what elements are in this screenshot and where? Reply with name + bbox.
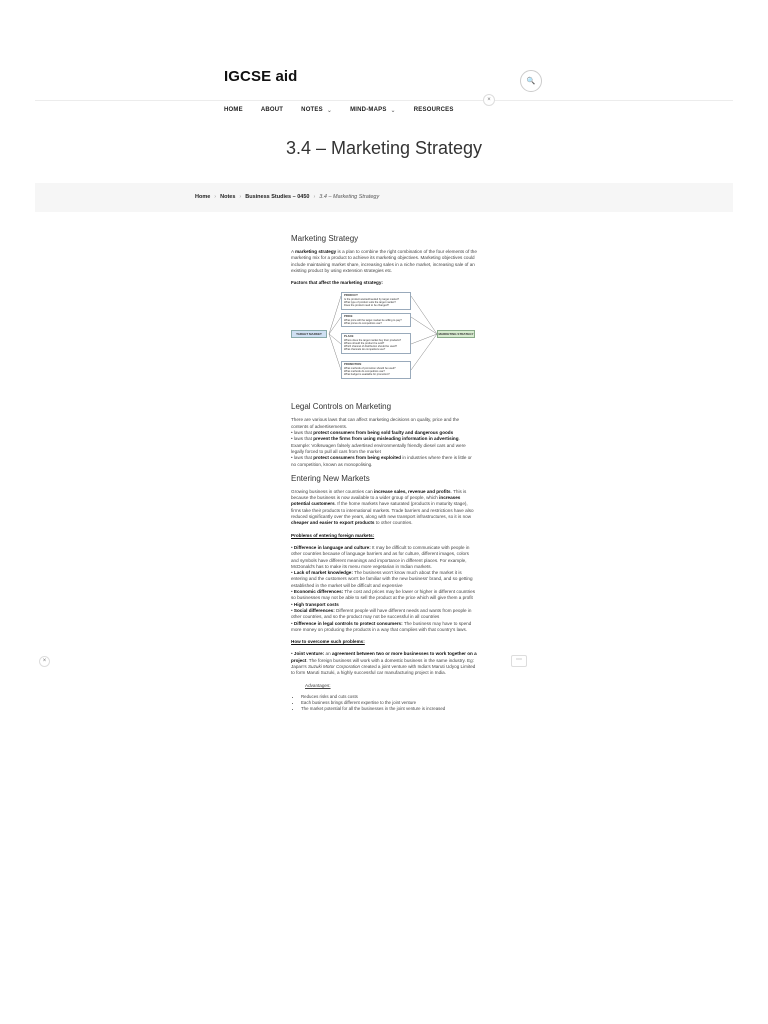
breadcrumb-separator: ›: [214, 194, 217, 200]
paragraph: There are various laws that can affect marketing decisions on quality, price and the contents of advertisements.: [291, 417, 460, 429]
paragraph: • Joint venture: an agreement between two or more businesses to work together on a project. The foreign business will work with a domestic business in the same industry. Eg: Japan's Suzuki Motor Corporation created a joint venture with India's Maruti Udyog Limited to form Maruti Suzuki, a highly successful car manufacturing project in India.: [291, 651, 477, 676]
diagram-marketing-strategy: MARKETING STRATEGY: [438, 332, 474, 337]
header-divider: [35, 100, 733, 101]
list-item: • Social differences: Different people will have different needs and wants from people in other countries, and so the product may not be successful in all countries: [291, 607, 472, 620]
list-item: • Economic differences: The cost and prices may be lower or higher in different countries so businesses may not be able to sell the product at the price which will give them a profit: [291, 589, 476, 601]
close-icon[interactable]: ×: [39, 656, 50, 667]
more-options-icon[interactable]: ⋯: [511, 655, 527, 667]
list-item: • The market potential for all the businesses in the joint venture is increased: [301, 706, 477, 712]
nav-about-label: ABOUT: [260, 107, 284, 113]
site-title[interactable]: IGCSE aid: [224, 68, 298, 85]
list-item: • Lack of market knowledge: The business won't know much about the market it is entering and the customers won't be familiar with the new business' brand, and so getting established in the market will be difficult and expensive: [291, 570, 473, 588]
section-heading-entering-new-markets: Entering New Markets: [291, 473, 370, 483]
list-item: • laws that protect consumers from being sold faulty and dangerous goods: [291, 430, 454, 436]
diagram-box-place: PLACE Where does the target market buy their products? Where should the product be sold? Which channel of distribution should be used? What channels do competitors use?: [341, 333, 411, 354]
overcome-heading: How to overcome such problems:: [291, 639, 365, 645]
nav-notes[interactable]: [301, 104, 332, 116]
nav-home-label: HOME: [224, 107, 243, 113]
nav-mind-maps-label: MIND-MAPS: [350, 107, 387, 113]
article-content: [291, 234, 477, 712]
breadcrumb-business-studies[interactable]: Business Studies – 0450: [245, 194, 310, 200]
breadcrumb-notes[interactable]: Notes: [220, 194, 236, 200]
main-navigation: [224, 104, 472, 116]
list-item: • Reduces risks and cuts costs: [301, 694, 477, 700]
section-heading-legal-controls: Legal Controls on Marketing: [291, 402, 392, 412]
list-item: • High transport costs: [291, 601, 339, 607]
advantages-label: Advantages:: [305, 682, 331, 688]
section-heading-marketing-strategy: Marketing Strategy: [291, 234, 359, 243]
paragraph: A marketing strategy is a plan to combine the right combination of the four elements of the marketing mix for a product to achieve its marketing objectives. Marketing objectives could include maintaining market share, increasing sales in a niche market, increasing sale of an existing product by using extension strategies etc.: [291, 249, 477, 273]
breadcrumb-current: 3.4 – Marketing Strategy: [319, 194, 380, 200]
breadcrumb-separator: ›: [313, 194, 316, 200]
diagram-target-market: TARGET MARKET: [291, 330, 327, 338]
list-item: • Difference in legal controls to protect consumers: The business may have to spend more money on producing the products in a way that complies with that country's laws.: [291, 620, 472, 632]
list-item: • Difference in language and culture: It may be difficult to communicate with people in other countries because of language barriers and as for culture, different images, colors and symbols have different meanings and importance in different places. For example, McDonald's has to make its menu more vegetarian in Indian markets.: [291, 544, 470, 569]
factors-heading: Factors that affect the marketing strategy:: [291, 280, 383, 286]
search-button[interactable]: [520, 70, 542, 92]
list-item: • laws that prevent the firms from using misleading information in advertising. Example: Volkswagen falsely advertised environmentally friendly diesel cars and were legally forced to pull all cars from the market: [291, 436, 466, 454]
close-icon[interactable]: ×: [483, 94, 495, 106]
chevron-down-icon: ⌄: [390, 107, 396, 114]
nav-about[interactable]: [261, 104, 283, 116]
breadcrumb-home[interactable]: Home: [195, 194, 211, 200]
list-item: • Each business brings different expertise to the joint venture: [301, 700, 477, 706]
diagram-box-price: PRICE What price will the target market be willing to pay? What prices do competitors use?: [341, 313, 411, 327]
problems-heading: Problems of entering foreign markets:: [291, 532, 375, 538]
advantages-list: [291, 694, 477, 712]
breadcrumb-band: [35, 183, 733, 212]
nav-resources[interactable]: [414, 104, 454, 116]
breadcrumb: [195, 194, 379, 200]
chevron-down-icon: ⌄: [326, 107, 333, 114]
diagram-box-promotion: PROMOTION What methods of promotion should be used? What methods do competitors use? What budget is available for promotion?: [341, 361, 411, 379]
list-item: • laws that protect consumers from being exploited in industries where there is little or no competition, known as monopolising.: [291, 455, 472, 467]
nav-notes-label: NOTES: [301, 107, 323, 113]
nav-resources-label: RESOURCES: [413, 107, 454, 113]
page-title: 3.4 – Marketing Strategy: [285, 138, 483, 158]
marketing-strategy-diagram: [291, 292, 477, 392]
diagram-box-product: PRODUCT Is the product wanted/needed by target market? What type of product suits the target market? Does the product need to be changed?: [341, 292, 411, 310]
paragraph: Growing business in other countries can increase sales, revenue and profits. This is because the business is now available to a wider group of people, which increases potential customers. If the home markets have saturated (products in maturity stage), firms take their products to international markets. Trade barriers and restrictions have also reduced significantly over the years, along with new transport infrastructures, so it is now cheaper and easier to export products to other countries.: [291, 488, 474, 526]
nav-home[interactable]: [224, 104, 243, 116]
nav-mind-maps[interactable]: [350, 104, 396, 116]
breadcrumb-separator: ›: [239, 194, 242, 200]
search-icon: 🔍: [526, 78, 536, 85]
